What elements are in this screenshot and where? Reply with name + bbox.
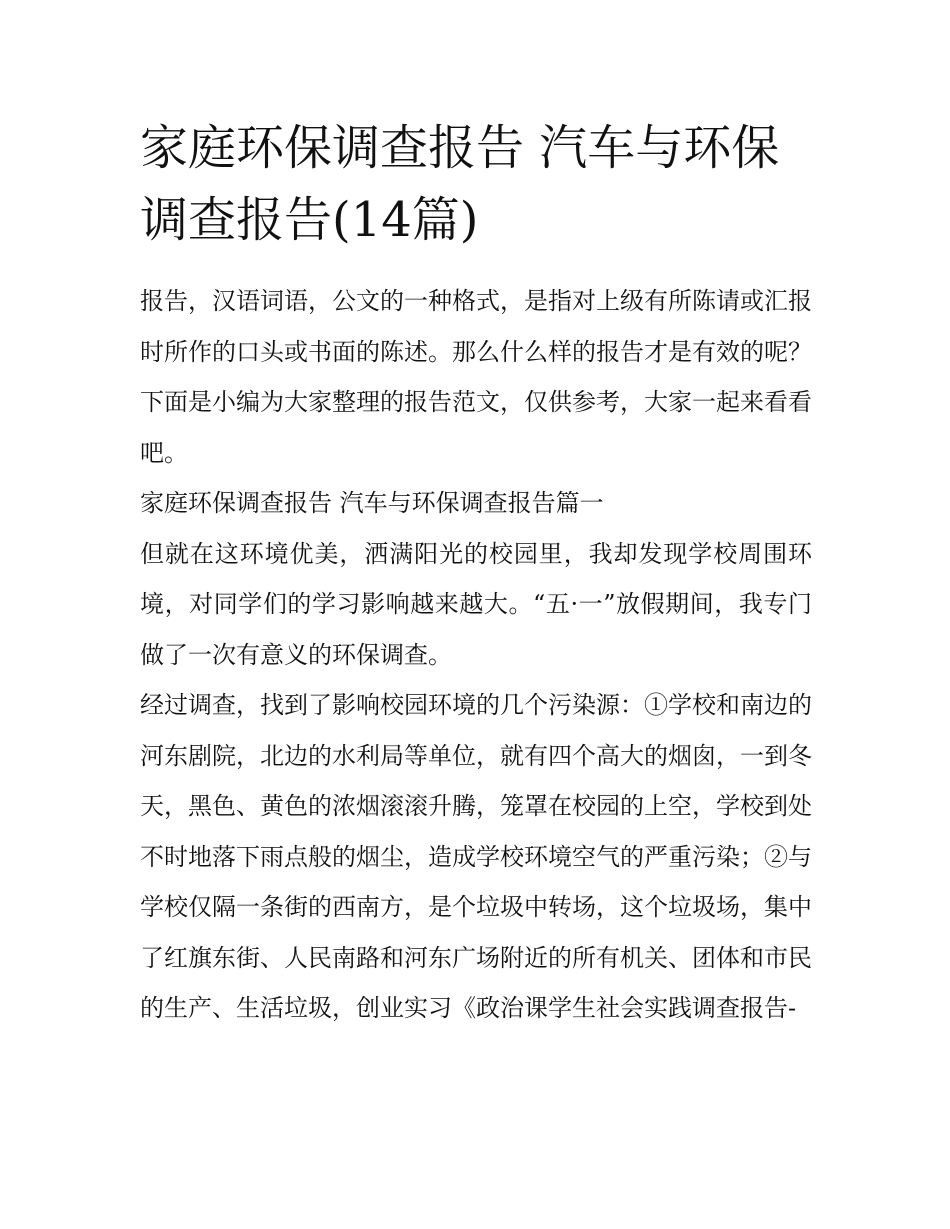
intro-paragraph: 报告，汉语词语，公文的一种格式，是指对上级有所陈请或汇报时所作的口头或书面的陈述。那么什么样的报告才是有效的呢？下面是小编为大家整理的报告范文，仅供参考，大家一起来看看吧。	[140, 287, 812, 467]
document-title: 家庭环保调查报告 汽车与环保调查报告(14篇)	[140, 120, 780, 248]
body-paragraph: 经过调查，找到了影响校园环境的几个污染源：①学校和南边的河东剧院，北边的水利局等单位，就有四个高大的烟囱，一到冬天，黑色、黄色的浓烟滚滚升腾，笼罩在校园的上空，学校到处不时地落下雨点般的烟尘，造成学校环境空气的严重污染；②与学校仅隔一条街的西南方，是个垃圾中转场，这个垃圾场，集中了红旗东街、人民南路和河东广场附近的所有机关、团体和市民的生产、生活垃圾，创业实习《政治课学生社会实践调查报告-	[140, 691, 812, 1022]
section-heading: 家庭环保调查报告 汽车与环保调查报告篇一	[140, 489, 604, 517]
document-body	[140, 276, 812, 1034]
body-paragraph: 但就在这环境优美，洒满阳光的校园里，我却发现学校周围环境，对同学们的学习影响越来越大。“五·一”放假期间，我专门做了一次有意义的环保调查。	[140, 539, 812, 669]
